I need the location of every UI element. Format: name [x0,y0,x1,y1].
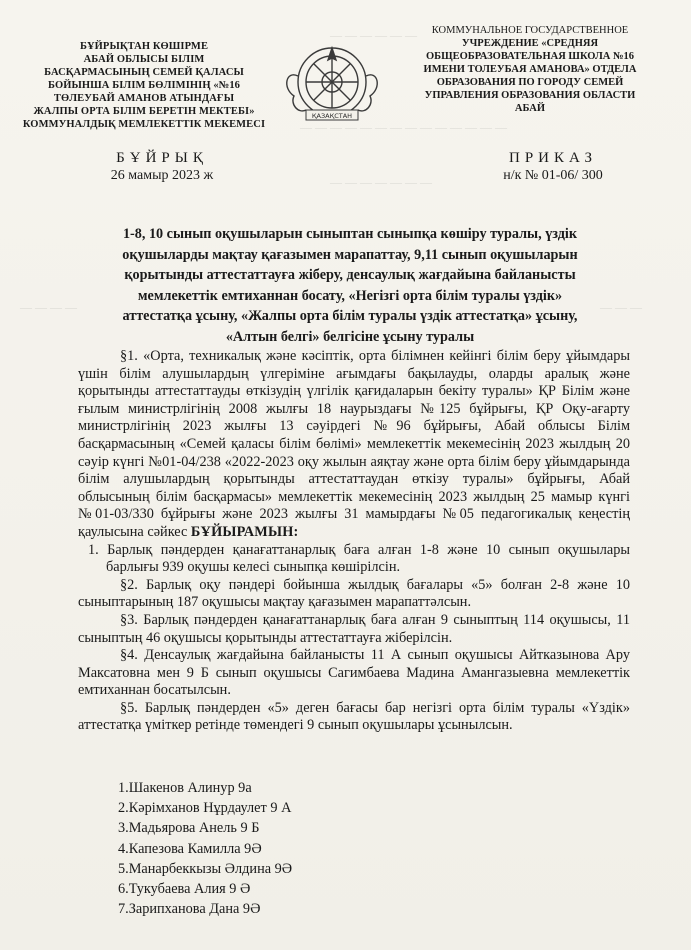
bleed-through-text: — — — — — — [330,28,417,42]
order-title-ru: ПРИКАЗ [509,150,597,166]
decree-word: БҰЙЫРАМЫН: [190,523,299,540]
paragraph-1 [78,348,630,542]
paragraph-4: §4. Денсаулық жағдайына байланысты 11 А сынып оқушысы Айтказынова Ару Максатовна мен 9 Б сынып оқушысы Сагимбаева Мадина Амангазыевна мемлекеттік емтиханнан босатылсын. [78,647,630,699]
order-kazakh [82,150,242,184]
paragraph-3: §3. Барлық пәндерден қанағаттанарлық баға алған 9 сыныптың 114 оқушысы, 11 сыныптың 46 оқушысы қорытынды аттестаттауға жіберілсін. [78,611,630,646]
bleed-through-text: — — — — [20,300,77,314]
item-1-text: Барлық пәндерден қанағаттанарлық баға алған 1-8 және 10 сынып оқушылары барлығы 939 оқушы келесі сыныпқа көшірілсін. [106,541,630,576]
order-date: 26 мамыр 2023 ж [110,168,214,183]
student-list [118,778,292,919]
header-right-line: УЧРЕЖДЕНИЕ «СРЕДНЯЯ [461,38,599,49]
bleed-through-text: — — — — — — — [330,175,432,189]
order-number: н/к № 01-06/ 300 [503,168,603,183]
list-item: 2.Кәрімханов Нұрдаулет 9 А [118,800,292,817]
header-left-line: КОММУНАЛДЫҚ МЕМЛЕКЕТТІК МЕКЕМЕСІ [22,119,266,130]
title-line: қорытынды аттестаттауға жіберу, денсаулық жағдайына байланысты [124,267,576,283]
header-right-line: ОБЩЕОБРАЗОВАТЕЛЬНАЯ ШКОЛА №16 [425,51,635,62]
header-left-line: БҰЙРЫҚТАН КӨШІРМЕ [79,41,209,52]
paragraph-2: §2. Барлық оқу пәндері бойынша жылдық бағалары «5» болған 2-8 және 10 сыныптарының 187 оқушысы мақтау қағазымен марапаттәлсын. [78,576,630,611]
header-left-line: БОЙЫНША БІЛІМ БӨЛІМІНІҢ «№16 [47,80,241,91]
paragraph-5: §5. Барлық пәндерден «5» деген бағасы бар негізгі орта білім туралы «Үздік» аттестатқа үміткер ретінде төмендегі 9 сынып оқушылары ұсынылсын. [78,699,630,734]
item-1-number: 1. [88,541,99,558]
list-item: 6.Тукубаева Алия 9 Ә [118,881,251,898]
header-right-russian [395,24,665,115]
title-line: аттестатқа ұсыну, «Жалпы орта білім туралы үздік аттестатқа» ұсыну, [122,308,578,324]
header-left-line: АБАЙ ОБЛЫСЫ БІЛІМ [83,54,205,65]
header-left-kazakh [18,40,270,131]
emblem-label: ҚАЗАҚСТАН [311,112,353,120]
list-item: 7.Зарипханова Дана 9Ә [118,901,261,918]
header-left-line: БАСҚАРМАСЫНЫҢ СЕМЕЙ ҚАЛАСЫ [44,67,244,78]
list-item: 5.Манарбеккызы Әлдина 9Ә [118,860,293,877]
list-item: 4.Капезова Камилла 9Ә [118,840,262,857]
bleed-through-text: — — — [600,300,642,314]
paragraph-1-text: §1. «Орта, техникалық және кәсіптік, орта білімнен кейінгі білім беру ұйымдары үшін білім алушылардың үлгерiмiне ағымдағы бақылауды, оларды аралық және қорытынды аттестаттауды өткізудің үлгілік қағидаларын бекіту туралы» ҚР Білім және ғылым министрлігінің 2008 жылғы 18 наурыздағы №125 бұйрығы, ҚР Оқу-ағарту министрлігінің 2023 жылғы 13 сәуірдегі №96 бұйрығы, Абай облысы Білім басқармасының «Семей қаласы білім бөлімі» мемлекеттік мекемесінің 2023 жылдың 20 сәуір күнгі №01-04/238 «2022-2023 оқу жылын аяқтау және орта білім беру ұйымдарында білім алушылардың қорытынды аттестаттаудан өткізу туралы» бұйрығы, Абай облысының білім басқармасы» мемлекеттік мекемесінің 2023 жылдың 25 мамыр күнгі №01-03/330 бұйрығы және 2023 жылғы 31 мамырдағы №05 педагогикалық кеңестің қаулысына сәйкес [78,348,630,540]
header-left-line: ТӨЛЕУБАЙ АМАНОВ АТЫНДАҒЫ [53,93,235,104]
header-right-line: АБАЙ [514,103,546,114]
list-item: 1.Шакенов Алинур 9а [118,780,252,796]
list-item: 3.Мадьярова Анель 9 Б [118,820,260,837]
document-body [78,348,630,735]
order-title-kz: БҰЙРЫҚ [116,150,208,166]
state-emblem-icon [276,36,388,132]
title-line: 1-8, 10 сынып оқушыларын сыныптан сыныпқа көшіру туралы, үздік [122,226,578,242]
document-title [80,224,620,347]
title-line: «Алтын белгі» белгісіне ұсыну туралы [225,328,475,345]
item-1 [78,542,630,577]
bleed-through-text: — — — — — — — — — — — — — — [300,120,507,134]
header-right-line: ОБРАЗОВАНИЯ ПО ГОРОДУ СЕМЕЙ [436,77,624,88]
title-line: мемлекеттік емтиханнан босату, «Негізгі орта білім туралы үздік» [137,287,563,304]
header-right-line: КОММУНАЛЬНОЕ ГОСУДАРСТВЕННОЕ [431,25,629,36]
title-line: оқушыларды мақтау қағазымен марапаттау, 9,11 сынып оқушыларын [122,246,578,263]
header-left-line: ЖАЛПЫ ОРТА БІЛІМ БЕРЕТІН МЕКТЕБІ» [33,106,255,117]
header-right-line: УПРАВЛЕНИЯ ОБРАЗОВАНИЯ ОБЛАСТИ [424,90,636,101]
header-right-line: ИМЕНИ ТОЛЕУБАЯ АМАНОВА» ОТДЕЛА [423,64,637,75]
order-russian [478,150,628,184]
